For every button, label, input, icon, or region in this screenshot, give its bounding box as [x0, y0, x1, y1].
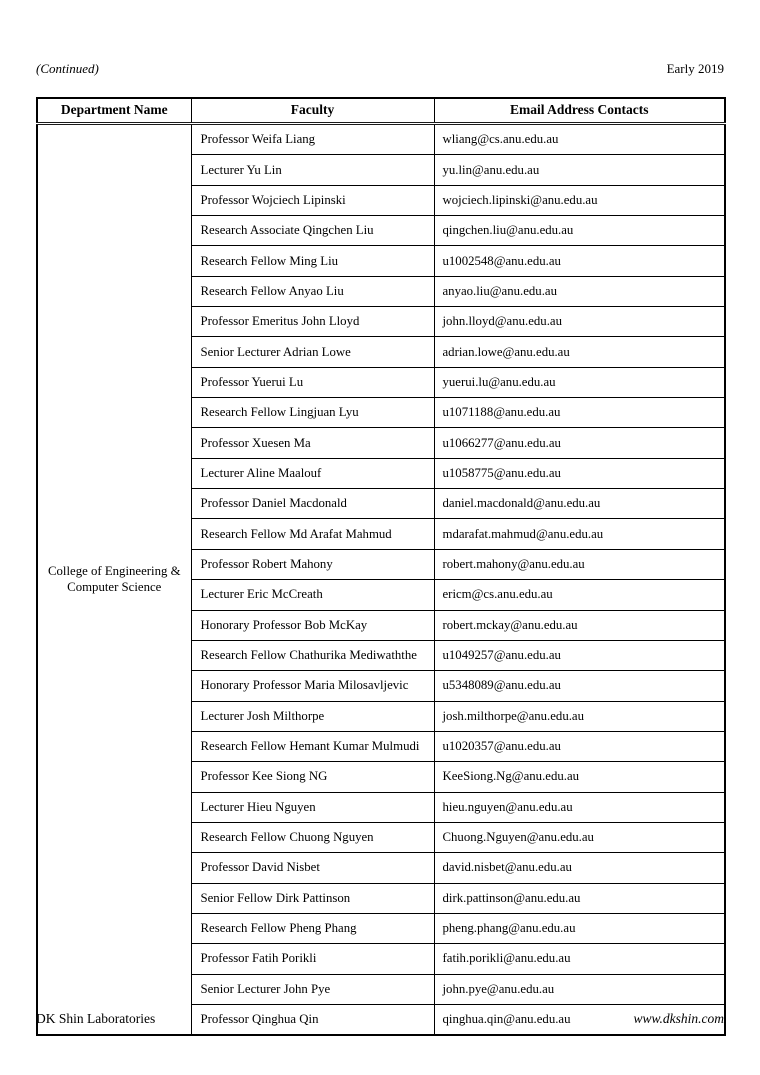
date-label: Early 2019: [666, 61, 724, 76]
email-cell: mdarafat.mahmud@anu.edu.au: [434, 519, 725, 549]
email-cell: yuerui.lu@anu.edu.au: [434, 367, 725, 397]
faculty-cell: Professor Emeritus John Lloyd: [191, 307, 434, 337]
email-cell: anyao.liu@anu.edu.au: [434, 276, 725, 306]
email-cell: daniel.macdonald@anu.edu.au: [434, 489, 725, 519]
faculty-cell: Research Fellow Pheng Phang: [191, 913, 434, 943]
faculty-cell: Lecturer Yu Lin: [191, 155, 434, 185]
email-cell: wliang@cs.anu.edu.au: [434, 124, 725, 155]
header-row: [37, 98, 725, 124]
email-cell: dirk.pattinson@anu.edu.au: [434, 883, 725, 913]
email-cell: adrian.lowe@anu.edu.au: [434, 337, 725, 367]
department-name-cell: College of Engineering & Computer Science: [37, 124, 191, 1036]
email-cell: KeeSiong.Ng@anu.edu.au: [434, 762, 725, 792]
faculty-cell: Research Fellow Ming Liu: [191, 246, 434, 276]
faculty-cell: Professor Fatih Porikli: [191, 944, 434, 974]
faculty-cell: Professor Xuesen Ma: [191, 428, 434, 458]
faculty-cell: Lecturer Eric McCreath: [191, 580, 434, 610]
page-header: [36, 61, 724, 77]
email-cell: david.nisbet@anu.edu.au: [434, 853, 725, 883]
email-cell: qingchen.liu@anu.edu.au: [434, 216, 725, 246]
email-cell: u5348089@anu.edu.au: [434, 671, 725, 701]
faculty-cell: Research Associate Qingchen Liu: [191, 216, 434, 246]
email-cell: ericm@cs.anu.edu.au: [434, 580, 725, 610]
email-cell: u1002548@anu.edu.au: [434, 246, 725, 276]
email-cell: john.pye@anu.edu.au: [434, 974, 725, 1004]
email-cell: josh.milthorpe@anu.edu.au: [434, 701, 725, 731]
footer-website: www.dkshin.com: [633, 1011, 724, 1026]
faculty-cell: Lecturer Aline Maalouf: [191, 458, 434, 488]
column-header-email: Email Address Contacts: [434, 98, 725, 124]
email-cell: fatih.porikli@anu.edu.au: [434, 944, 725, 974]
faculty-cell: Honorary Professor Bob McKay: [191, 610, 434, 640]
faculty-cell: Research Fellow Anyao Liu: [191, 276, 434, 306]
faculty-contacts-table: [36, 97, 726, 1036]
column-header-department: Department Name: [37, 98, 191, 124]
faculty-cell: Research Fellow Chuong Nguyen: [191, 822, 434, 852]
email-cell: pheng.phang@anu.edu.au: [434, 913, 725, 943]
email-cell: u1066277@anu.edu.au: [434, 428, 725, 458]
column-header-faculty: Faculty: [191, 98, 434, 124]
page-footer: [36, 1011, 724, 1027]
email-cell: u1049257@anu.edu.au: [434, 640, 725, 670]
faculty-cell: Professor Qinghua Qin: [191, 1004, 434, 1035]
faculty-cell: Professor Daniel Macdonald: [191, 489, 434, 519]
faculty-cell: Senior Lecturer Adrian Lowe: [191, 337, 434, 367]
faculty-cell: Lecturer Josh Milthorpe: [191, 701, 434, 731]
email-cell: u1058775@anu.edu.au: [434, 458, 725, 488]
table-row: [37, 124, 725, 155]
email-cell: hieu.nguyen@anu.edu.au: [434, 792, 725, 822]
email-cell: john.lloyd@anu.edu.au: [434, 307, 725, 337]
faculty-cell: Professor David Nisbet: [191, 853, 434, 883]
faculty-cell: Research Fellow Lingjuan Lyu: [191, 398, 434, 428]
email-cell: u1020357@anu.edu.au: [434, 731, 725, 761]
email-cell: u1071188@anu.edu.au: [434, 398, 725, 428]
faculty-cell: Professor Kee Siong NG: [191, 762, 434, 792]
faculty-cell: Senior Lecturer John Pye: [191, 974, 434, 1004]
footer-company-name: DK Shin Laboratories: [36, 1011, 156, 1026]
email-cell: robert.mckay@anu.edu.au: [434, 610, 725, 640]
faculty-cell: Professor Robert Mahony: [191, 549, 434, 579]
faculty-cell: Research Fellow Chathurika Mediwaththe: [191, 640, 434, 670]
email-cell: Chuong.Nguyen@anu.edu.au: [434, 822, 725, 852]
faculty-cell: Professor Weifa Liang: [191, 124, 434, 155]
faculty-cell: Lecturer Hieu Nguyen: [191, 792, 434, 822]
faculty-cell: Senior Fellow Dirk Pattinson: [191, 883, 434, 913]
faculty-cell: Research Fellow Hemant Kumar Mulmudi: [191, 731, 434, 761]
email-cell: robert.mahony@anu.edu.au: [434, 549, 725, 579]
email-cell: wojciech.lipinski@anu.edu.au: [434, 185, 725, 215]
faculty-cell: Professor Yuerui Lu: [191, 367, 434, 397]
faculty-cell: Research Fellow Md Arafat Mahmud: [191, 519, 434, 549]
email-cell: qinghua.qin@anu.edu.au: [434, 1004, 725, 1035]
email-cell: yu.lin@anu.edu.au: [434, 155, 725, 185]
continued-note: (Continued): [36, 61, 99, 76]
faculty-cell: Honorary Professor Maria Milosavljevic: [191, 671, 434, 701]
faculty-cell: Professor Wojciech Lipinski: [191, 185, 434, 215]
